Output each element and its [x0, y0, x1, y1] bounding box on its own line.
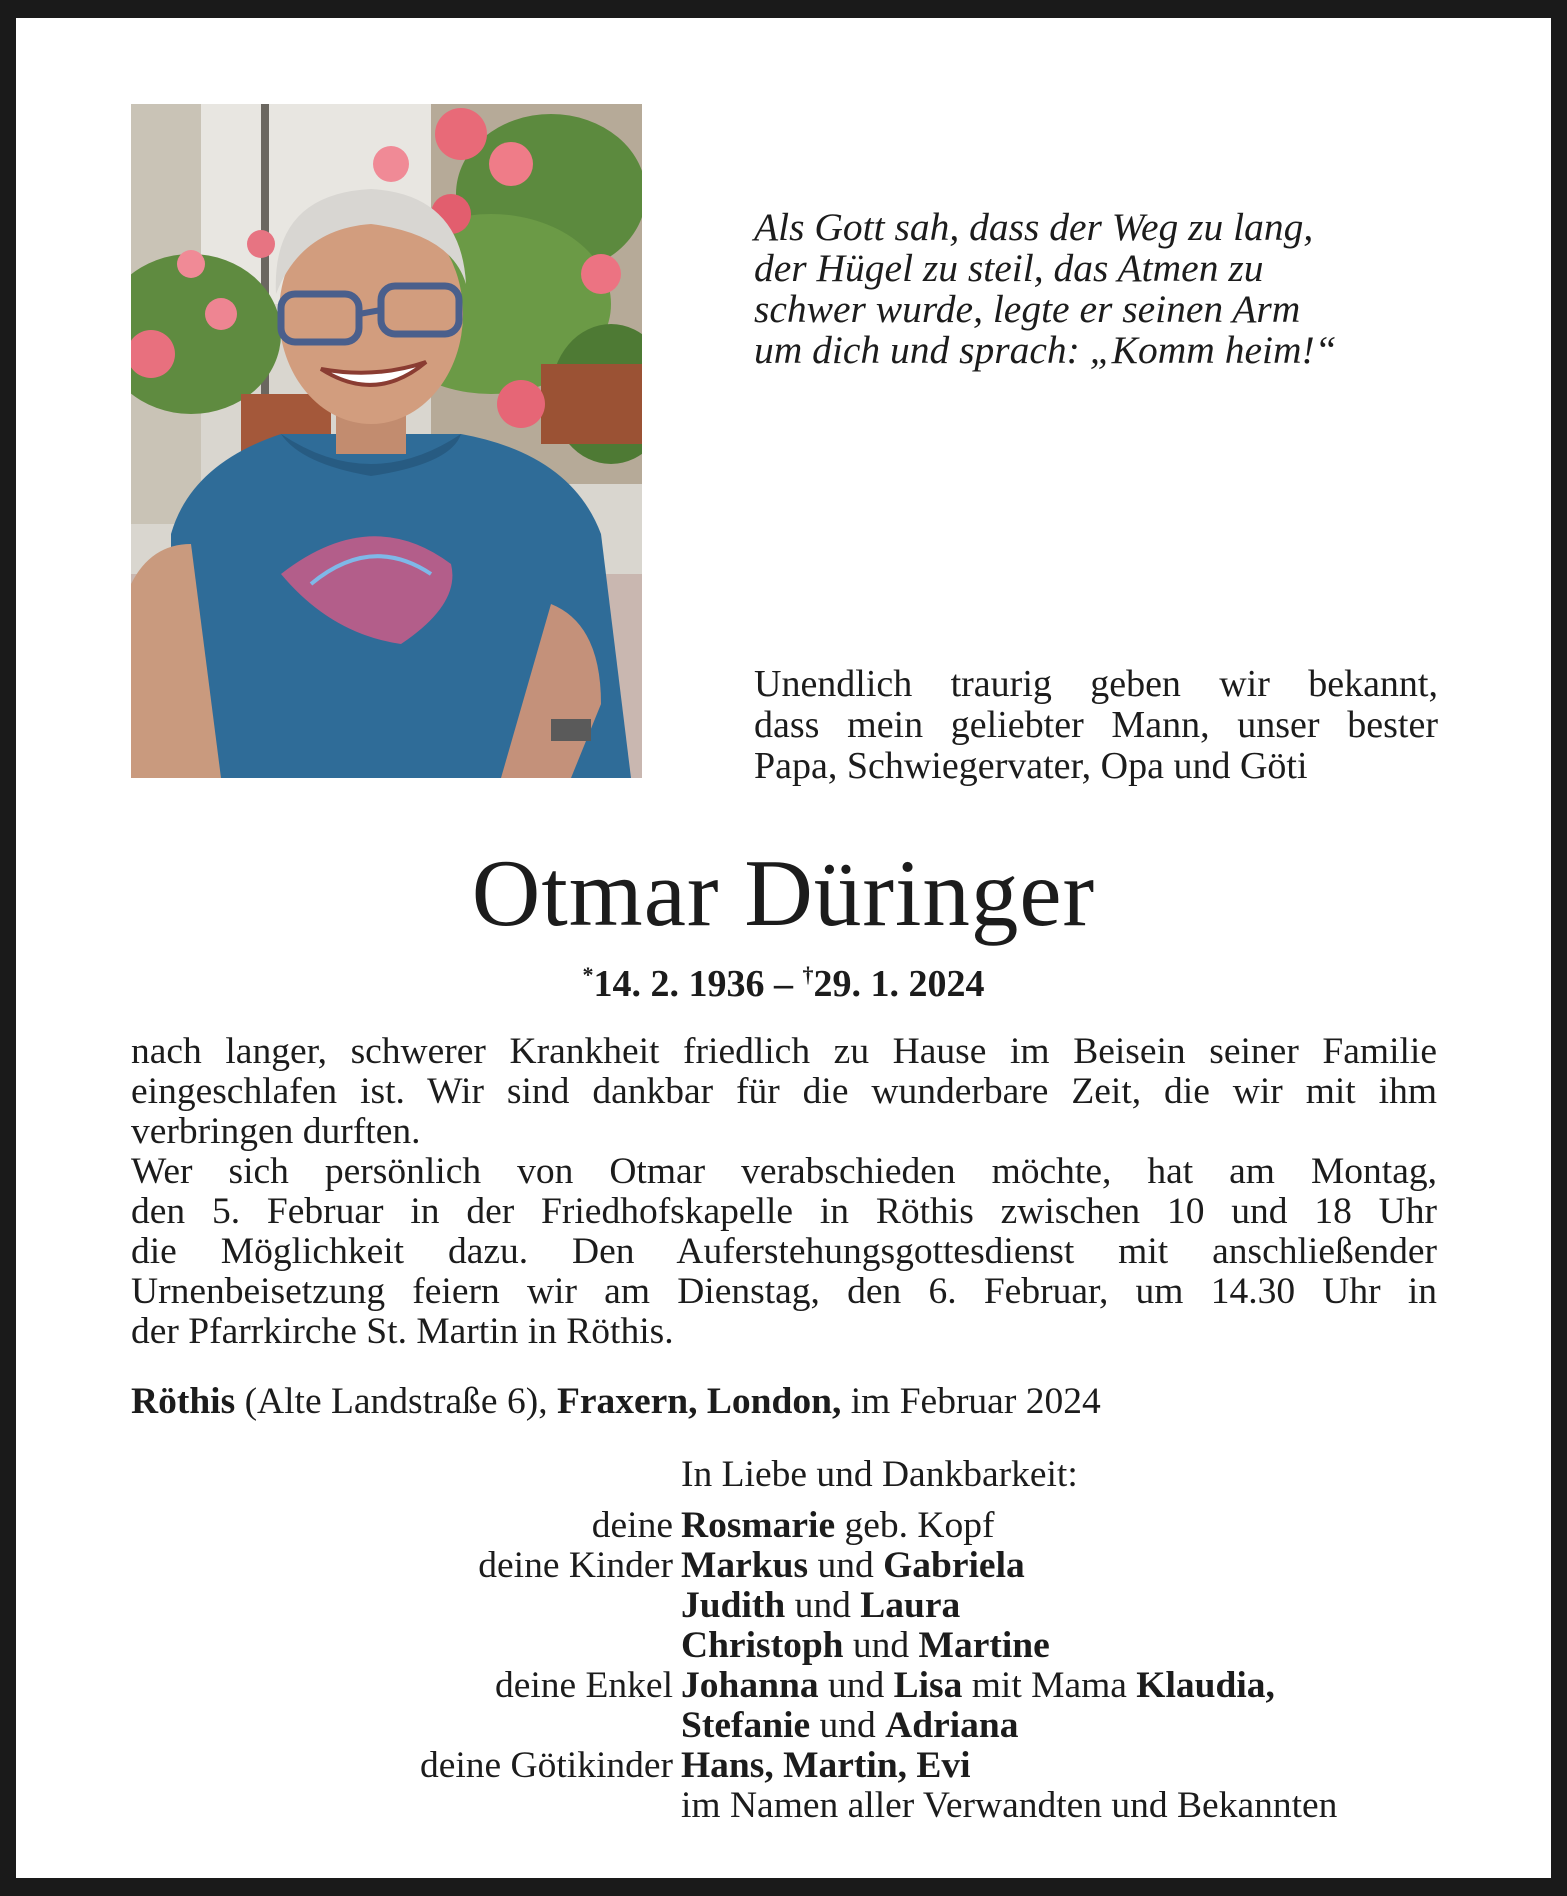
quote-line: der Hügel zu steil, das Atmen zu — [754, 246, 1264, 290]
body-line: verbringen durften. — [131, 1111, 421, 1152]
family-names — [681, 1746, 971, 1786]
family-name: Martine — [918, 1625, 1050, 1666]
family-name: Klaudia, — [1136, 1665, 1275, 1706]
family-name: Markus — [681, 1545, 809, 1586]
family-row — [0, 1746, 1567, 1786]
family-name: Stefanie — [681, 1705, 811, 1746]
signoff: In Liebe und Dankbarkeit: — [681, 1454, 1078, 1495]
body-line: nach langer, schwerer Krankheit friedlich zu Hause im Beisein seiner Familie — [131, 1031, 1437, 1072]
family-name: Lisa — [893, 1665, 963, 1706]
family-name: Gabriela — [883, 1545, 1025, 1586]
family-names — [681, 1666, 1275, 1706]
family-names — [681, 1706, 1019, 1746]
intro-line: Unendlich traurig geben wir bekannt, — [754, 663, 1438, 705]
body-line: den 5. Februar in der Friedhofskapelle in Röthis zwischen 10 und 18 Uhr — [131, 1191, 1437, 1232]
life-dates — [0, 952, 1567, 1007]
quote-line: schwer wurde, legte er seinen Arm — [754, 287, 1301, 331]
body-line: Wer sich persönlich von Otmar verabschieden möchte, hat am Montag, — [131, 1151, 1437, 1192]
birth-date: 14. 2. 1936 — [593, 963, 765, 1005]
family-row — [0, 1706, 1567, 1746]
date-separator: – — [764, 963, 803, 1005]
family-text: und — [785, 1585, 861, 1626]
body-line: die Möglichkeit dazu. Den Auferstehungsgottesdienst mit anschließender — [131, 1231, 1437, 1272]
family-list — [0, 1506, 1567, 1826]
body-line: der Pfarrkirche St. Martin in Röthis. — [131, 1311, 674, 1352]
family-name: Judith — [681, 1585, 786, 1626]
family-name: Johanna — [681, 1665, 819, 1706]
family-names — [681, 1626, 1050, 1666]
family-name: Laura — [860, 1585, 961, 1626]
family-row — [0, 1546, 1567, 1586]
family-row — [0, 1586, 1567, 1626]
family-name: Rosmarie — [681, 1505, 836, 1546]
quote-line: Als Gott sah, dass der Weg zu lang, — [754, 205, 1314, 249]
place-town: Röthis — [131, 1381, 236, 1422]
birth-symbol: * — [582, 962, 594, 987]
family-names — [681, 1586, 960, 1626]
family-row — [0, 1626, 1567, 1666]
body-line: eingeschlafen ist. Wir sind dankbar für die wunderbare Zeit, die wir mit ihm — [131, 1071, 1437, 1112]
family-text: im Namen aller Verwandten und Bekannten — [681, 1785, 1338, 1826]
family-names — [681, 1506, 994, 1546]
family-text: und — [810, 1705, 886, 1746]
family-role: deine Götikinder — [419, 1745, 673, 1786]
family-names — [681, 1786, 1337, 1826]
death-symbol: † — [802, 962, 814, 987]
family-name: Christoph — [681, 1625, 844, 1666]
place-date: im Februar 2024 — [841, 1381, 1101, 1422]
family-role: deine Kinder — [478, 1545, 673, 1586]
family-row — [0, 1786, 1567, 1826]
memorial-quote — [754, 207, 1474, 371]
family-text: und — [808, 1545, 884, 1586]
family-text: und — [818, 1665, 894, 1706]
family-role: deine Enkel — [494, 1665, 673, 1706]
quote-line: um dich und sprach: „Komm heim!“ — [754, 328, 1337, 372]
family-names — [681, 1546, 1025, 1586]
family-row — [0, 1666, 1567, 1706]
intro-line: dass mein geliebter Mann, unser bester — [754, 704, 1438, 746]
family-text: mit Mama — [962, 1665, 1137, 1706]
family-row — [0, 1506, 1567, 1546]
family-name: Hans, Martin, Evi — [681, 1745, 971, 1786]
place-towns: Fraxern, London, — [556, 1381, 842, 1422]
portrait-photo — [131, 104, 642, 778]
family-text: geb. Kopf — [835, 1505, 995, 1546]
family-name: Adriana — [885, 1705, 1019, 1746]
death-date: 29. 1. 2024 — [813, 963, 985, 1005]
deceased-name: Otmar Düringer — [471, 840, 1096, 946]
announcement-intro — [754, 664, 1438, 787]
family-role: deine — [591, 1505, 673, 1546]
body-line: Urnenbeisetzung feiern wir am Dienstag, den 6. Februar, um 14.30 Uhr in — [131, 1271, 1437, 1312]
family-text: und — [843, 1625, 919, 1666]
announcement-body — [131, 1032, 1437, 1352]
intro-line: Papa, Schwiegervater, Opa und Göti — [754, 745, 1308, 787]
place-address: (Alte Landstraße 6), — [235, 1381, 557, 1422]
place-and-date — [131, 1380, 1101, 1424]
